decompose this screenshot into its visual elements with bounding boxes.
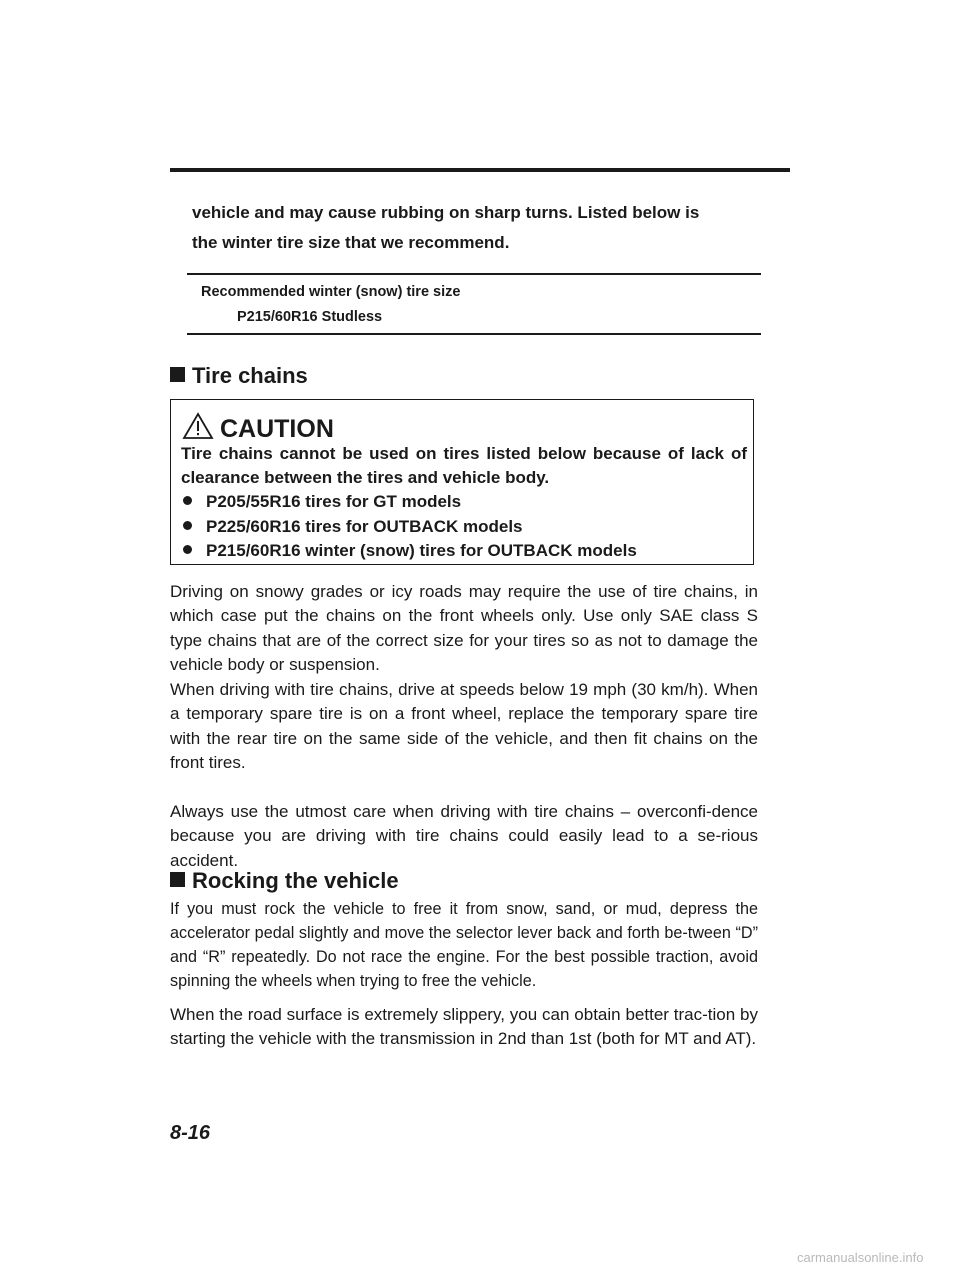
caution-text: Tire chains cannot be used on tires listed below because of lack of clearance between the tires and vehicle body. [181, 444, 747, 487]
intro-paragraph [192, 198, 758, 258]
rocking-heading-text: Rocking the vehicle [192, 868, 399, 893]
rocking-paragraph-1: If you must rock the vehicle to free it from snow, sand, or mud, depress the accelerator pedal slightly and move the selector lever back and forth be-tween “D” and “R” repeatedly. Do not race the engine. For the best possible traction, avoid spinning the wheels when trying to free the vehicle. [170, 900, 758, 990]
list-item: P215/60R16 winter (snow) tires for OUTBACK models [181, 539, 637, 564]
intro-line-1: vehicle and may cause rubbing on sharp turns. Listed below is [192, 203, 700, 222]
caution-box [170, 399, 754, 565]
bullet-icon [183, 545, 192, 554]
rocking-paragraph-2: When the road surface is extremely slippery, you can obtain better trac-tion by starting the vehicle with the transmission in 2nd than 1st (both for MT and AT). [170, 1005, 758, 1049]
recommended-tire-box [187, 273, 761, 335]
tire-chains-paragraph-2: When driving with tire chains, drive at speeds below 19 mph (30 km/h). When a temporary spare tire is on a front wheel, replace the temporary spare tire with the rear tire on the same side of the vehicle, and then fit chains on the front tires. [170, 680, 758, 773]
recommended-tire-value: P215/60R16 Studless [237, 309, 383, 325]
intro-line-2: the winter tire size that we recommend. [192, 233, 510, 252]
recommended-tire-label: Recommended winter (snow) tire size [201, 284, 461, 300]
tire-chains-paragraph-3: Always use the utmost care when driving with tire chains – overconfi-dence because you are driving with tire chains could easily lead to a se-rious accident. [170, 802, 758, 870]
bullet-icon [183, 521, 192, 530]
bullet-icon [183, 496, 192, 505]
tire-chains-heading-text: Tire chains [192, 363, 308, 388]
caution-word: CAUTION [220, 415, 334, 443]
watermark: carmanualsonline.info [797, 1250, 924, 1265]
tire-chains-heading [170, 362, 308, 390]
section-square-icon [170, 872, 185, 887]
caution-list [181, 490, 637, 564]
list-item: P225/60R16 tires for OUTBACK models [181, 515, 637, 540]
warning-triangle-icon [182, 412, 214, 440]
tire-chains-paragraph-1: Driving on snowy grades or icy roads may require the use of tire chains, in which case put the chains on the front wheels only. Use only SAE class S type chains that are of the correct size for your tires so as not to damage the vehicle body or suspension. [170, 582, 758, 675]
list-item: P205/55R16 tires for GT models [181, 490, 637, 515]
rocking-heading [170, 867, 399, 895]
section-square-icon [170, 367, 185, 382]
page-number: 8-16 [170, 1122, 211, 1144]
top-rule [170, 168, 790, 172]
